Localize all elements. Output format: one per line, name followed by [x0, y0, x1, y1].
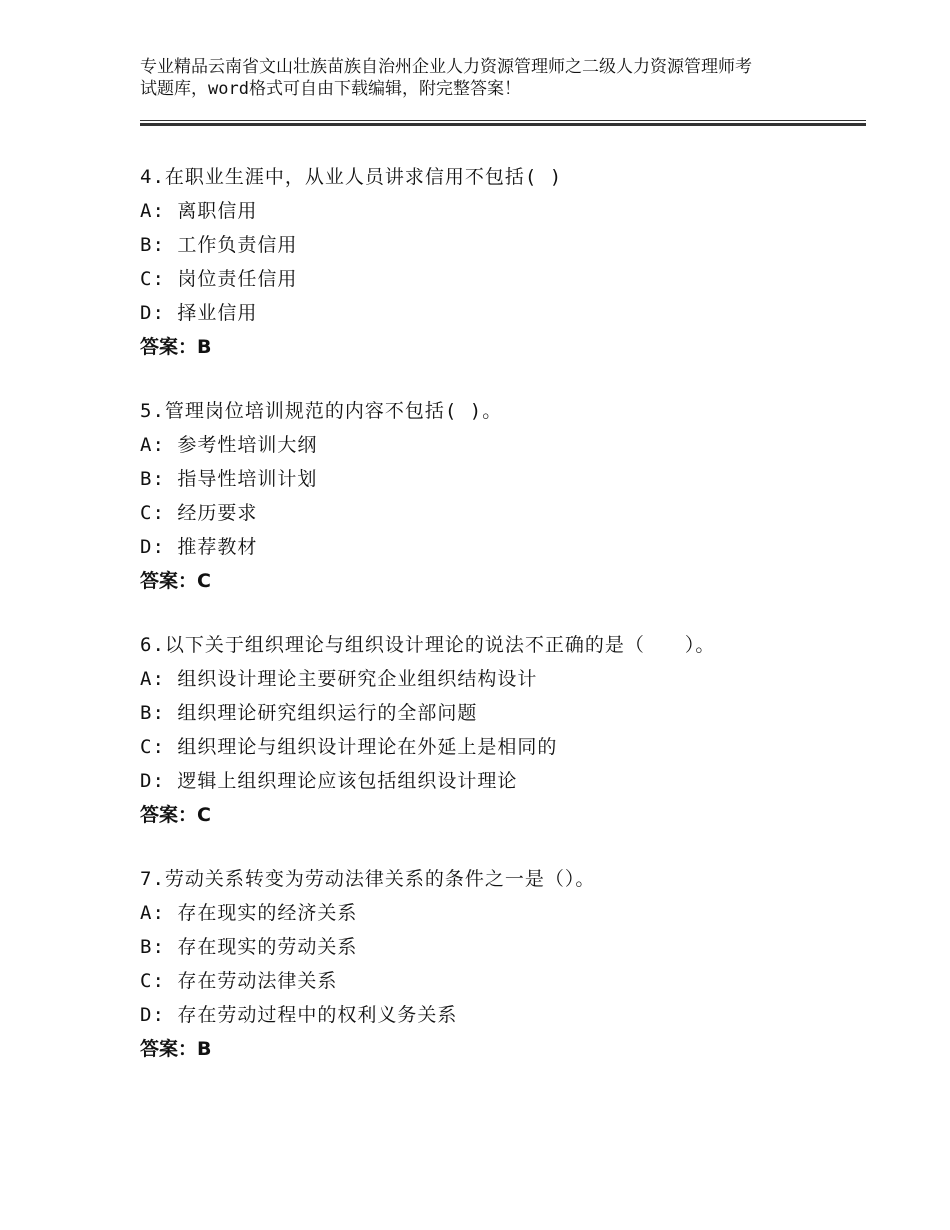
option-a: A: 参考性培训大纲: [140, 434, 318, 456]
option-c: C: 组织理论与组织设计理论在外延上是相同的: [140, 736, 558, 758]
answer-label: 答案：C: [140, 804, 211, 826]
header-line-1: 专业精品云南省文山壮族苗族自治州企业人力资源管理师之二级人力资源管理师考: [140, 57, 752, 77]
option-d: D: 推荐教材: [140, 536, 258, 558]
question-stem: 6.以下关于组织理论与组织设计理论的说法不正确的是（ ）。: [140, 634, 716, 656]
question-7: [140, 862, 860, 1066]
answer-label: 答案：B: [140, 1038, 212, 1060]
option-b: B: 工作负责信用: [140, 234, 298, 256]
option-b: B: 指导性培训计划: [140, 468, 318, 490]
header-line-2: 试题库，word格式可自由下载编辑，附完整答案！: [140, 79, 521, 99]
question-stem: 7.劳动关系转变为劳动法律关系的条件之一是（）。: [140, 868, 596, 890]
option-c: C: 岗位责任信用: [140, 268, 298, 290]
question-4: [140, 160, 860, 364]
option-c: C: 经历要求: [140, 502, 258, 524]
option-b: B: 组织理论研究组织运行的全部问题: [140, 702, 478, 724]
document-header: [140, 56, 830, 100]
option-a: A: 离职信用: [140, 200, 258, 222]
question-6: [140, 628, 860, 832]
question-5: [140, 394, 860, 598]
answer-label: 答案：C: [140, 570, 211, 592]
option-d: D: 逻辑上组织理论应该包括组织设计理论: [140, 770, 518, 792]
answer-label: 答案：B: [140, 336, 212, 358]
option-d: D: 存在劳动过程中的权利义务关系: [140, 1004, 458, 1026]
question-stem: 5.管理岗位培训规范的内容不包括( )。: [140, 400, 503, 422]
option-c: C: 存在劳动法律关系: [140, 970, 338, 992]
option-d: D: 择业信用: [140, 302, 258, 324]
question-list: [140, 160, 860, 1096]
header-divider-thick: [140, 123, 866, 126]
option-b: B: 存在现实的劳动关系: [140, 936, 358, 958]
header-divider-thin: [140, 120, 866, 121]
question-stem: 4.在职业生涯中，从业人员讲求信用不包括( ): [140, 166, 563, 188]
option-a: A: 组织设计理论主要研究企业组织结构设计: [140, 668, 538, 690]
option-a: A: 存在现实的经济关系: [140, 902, 358, 924]
